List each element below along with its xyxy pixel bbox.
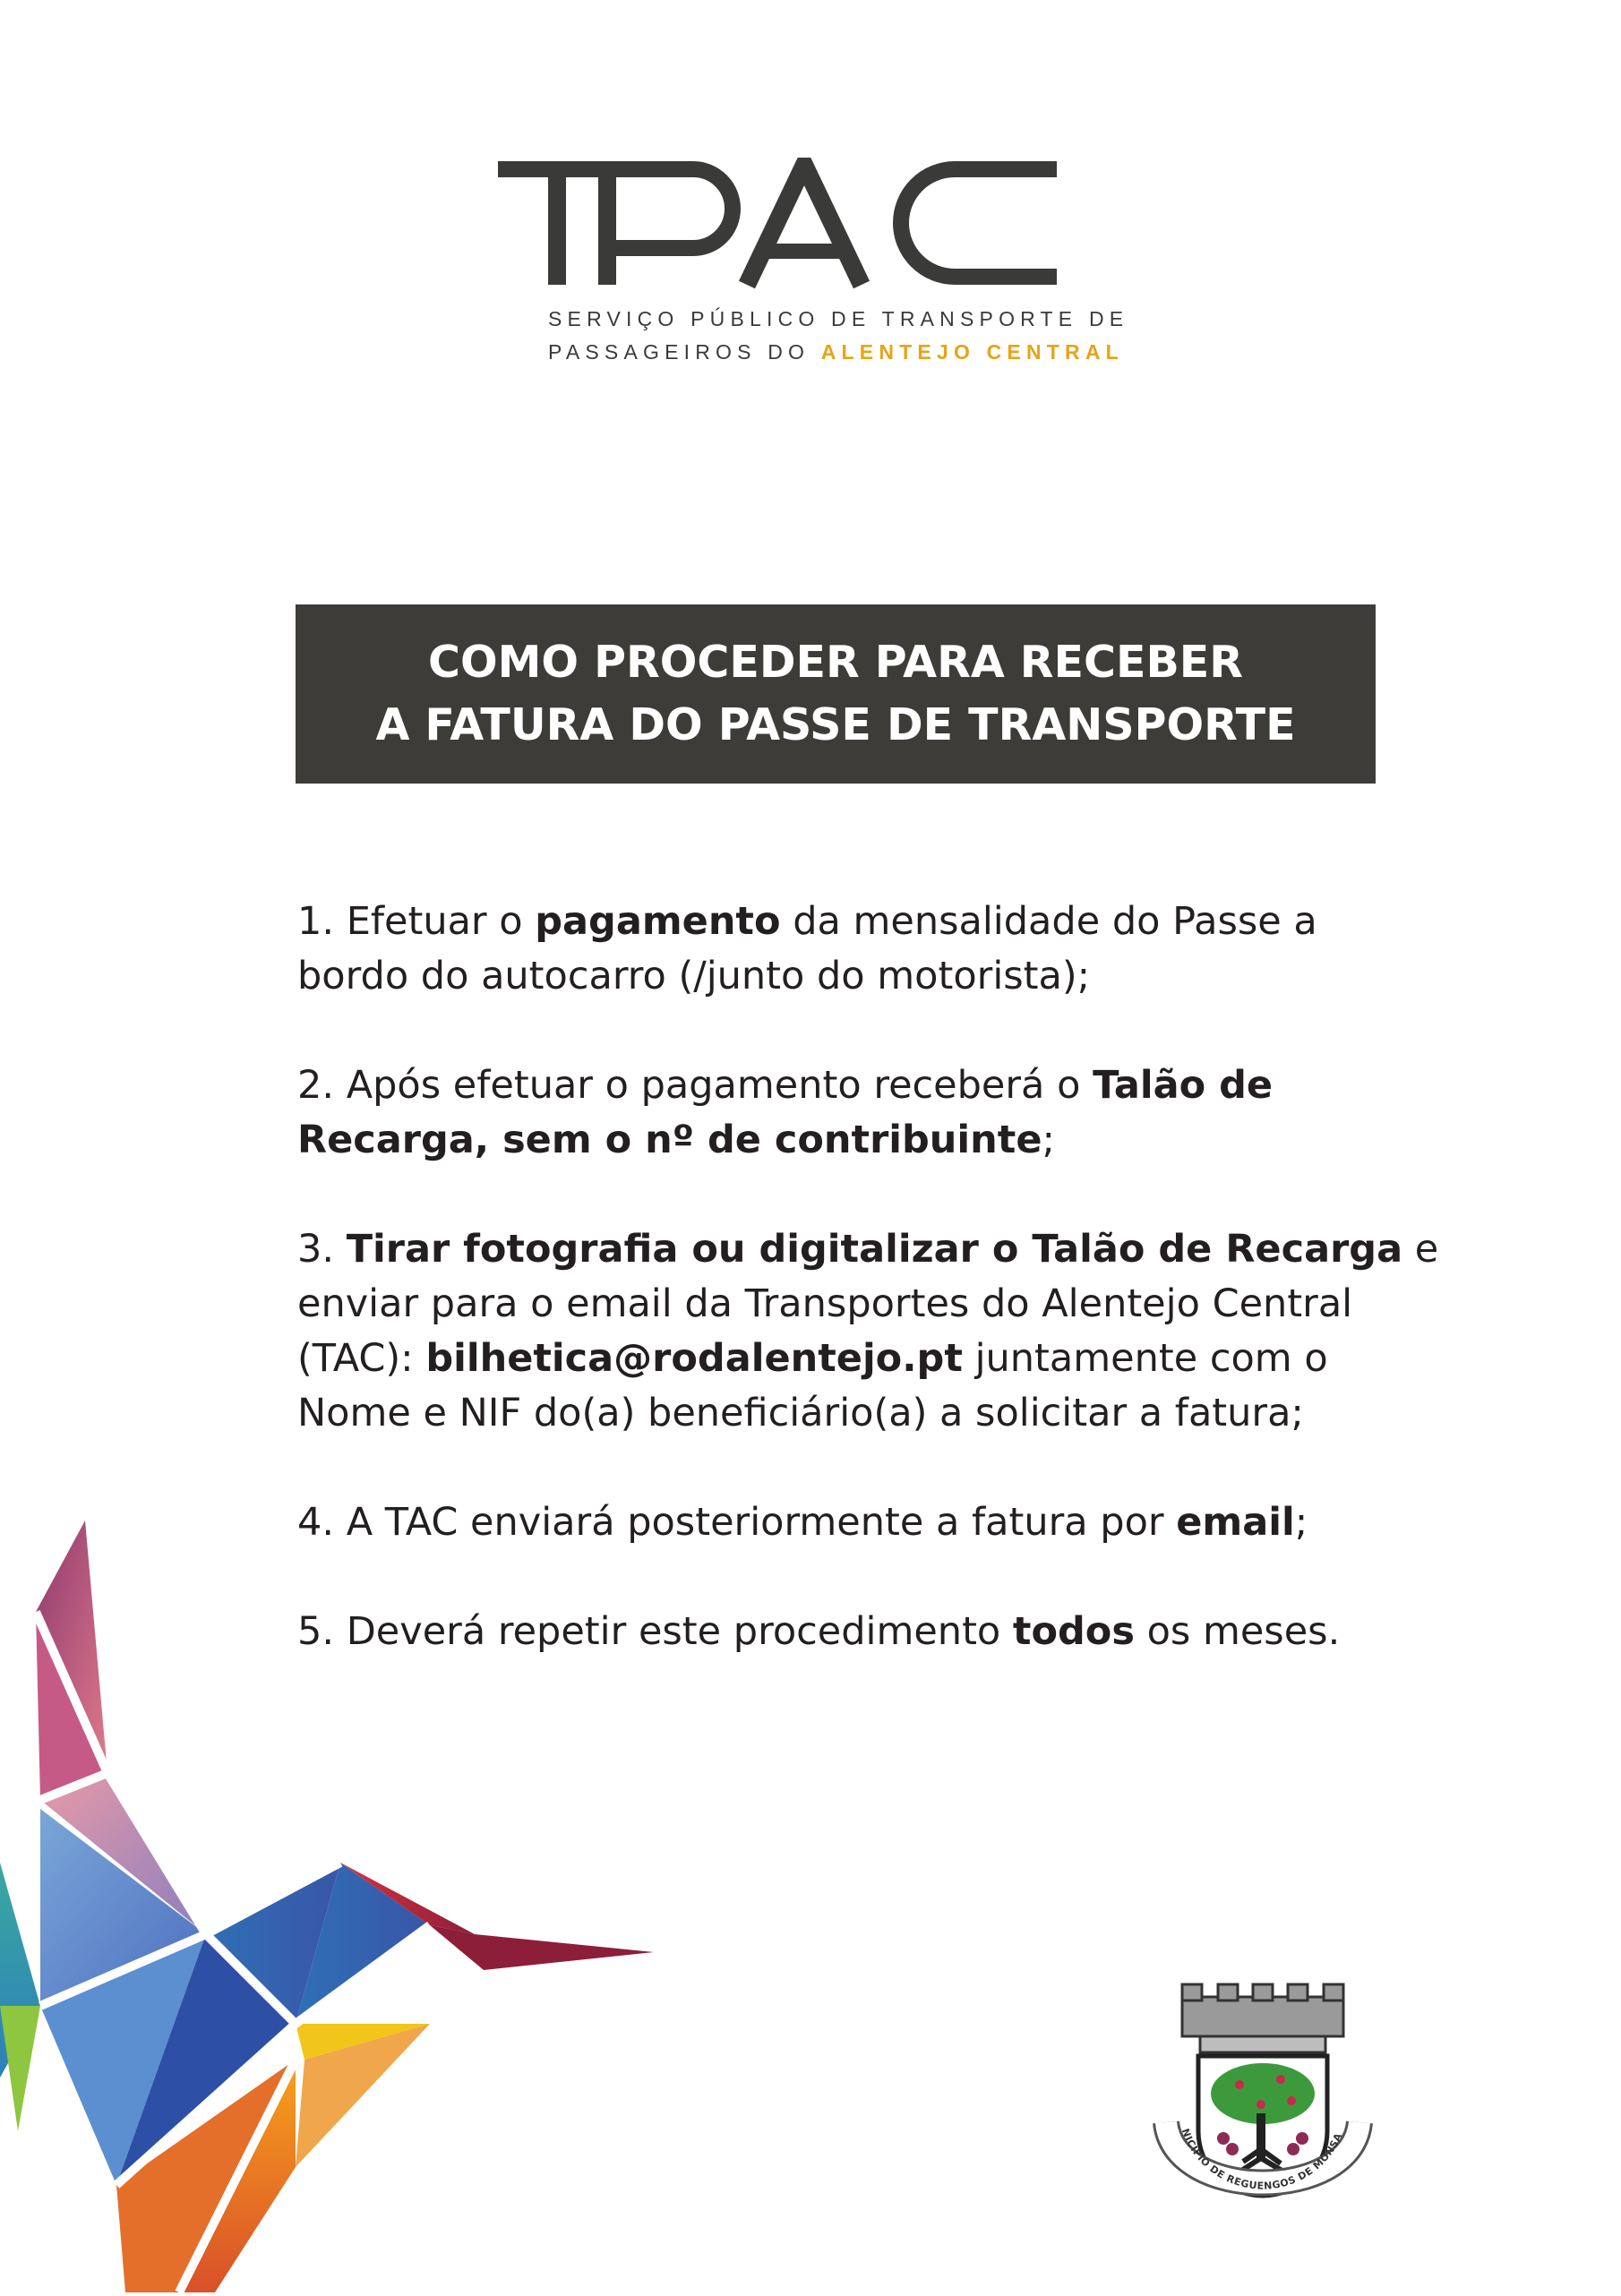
- step-4-text: 4. A TAC enviará posteriormente a fatura por: [297, 1500, 1177, 1545]
- step-2-bold-cont: Recarga, sem o nº de contribuinte: [297, 1118, 1042, 1162]
- hummingbird-graphic: [0, 1504, 663, 2292]
- email-link[interactable]: bilhetica@rodalentejo.pt: [425, 1336, 963, 1381]
- banner-line-2: A FATURA DO PASSE DE TRANSPORTE: [375, 699, 1296, 750]
- crest-ribbon-text: NICÍPIO DE REGUENGOS DE MONSA: [1179, 2127, 1345, 2192]
- step-2-line-1: [297, 1058, 1408, 1113]
- municipal-crest: [1146, 1979, 1379, 2248]
- step-4-bold: email: [1176, 1500, 1295, 1545]
- step-3-line-2: enviar para o email da Transportes do Alentejo Central: [297, 1281, 1353, 1326]
- step-1-text-end: da mensalidade do Passe a: [780, 899, 1317, 944]
- step-3-tac: (TAC):: [297, 1336, 426, 1381]
- step-3-line-3: [297, 1332, 1408, 1386]
- tagline-prefix: PASSAGEIROS DO: [548, 340, 821, 364]
- tagline: [548, 303, 1129, 369]
- step-3-line-1: [297, 1222, 1439, 1277]
- step-3-text: 3.: [297, 1227, 347, 1272]
- banner-line-1: COMO PROCEDER PARA RECEBER: [428, 637, 1243, 688]
- step-1-line-1: [297, 895, 1408, 949]
- step-5-text: 5. Deverá repetir este procedimento: [297, 1609, 1013, 1654]
- step-3-text-end: e: [1402, 1227, 1439, 1272]
- step-2: [297, 1058, 1408, 1168]
- step-2-line-2: [297, 1113, 1408, 1168]
- step-3: [297, 1222, 1439, 1441]
- tagline-line-1: SERVIÇO PÚBLICO DE TRANSPORTE DE: [548, 307, 1129, 330]
- step-1-text: 1. Efetuar o: [297, 899, 536, 944]
- step-3-line-4: Nome e NIF do(a) beneficiário(a) a solicitar a fatura;: [297, 1391, 1304, 1435]
- step-2-text-end: ;: [1042, 1118, 1055, 1162]
- step-2-bold: Talão de: [1093, 1063, 1274, 1108]
- title-banner: [296, 604, 1376, 784]
- tagline-accent: ALENTEJO CENTRAL: [820, 340, 1124, 364]
- step-1: [297, 895, 1408, 1004]
- tagline-line-2: [548, 336, 1124, 369]
- step-1-bold: pagamento: [535, 899, 781, 944]
- step-4-text-end: ;: [1294, 1500, 1308, 1545]
- step-3-bold: Tirar fotografia ou digitalizar o Talão de Recarga: [346, 1227, 1403, 1272]
- step-3-text-cont: juntamente com o: [962, 1336, 1328, 1381]
- step-1-line-2: bordo do autocarro (/junto do motorista);: [297, 954, 1091, 998]
- step-5-text-end: os meses.: [1134, 1609, 1341, 1654]
- step-2-text: 2. Após efetuar o pagamento receberá o: [297, 1063, 1094, 1108]
- step-5-bold: todos: [1012, 1609, 1135, 1654]
